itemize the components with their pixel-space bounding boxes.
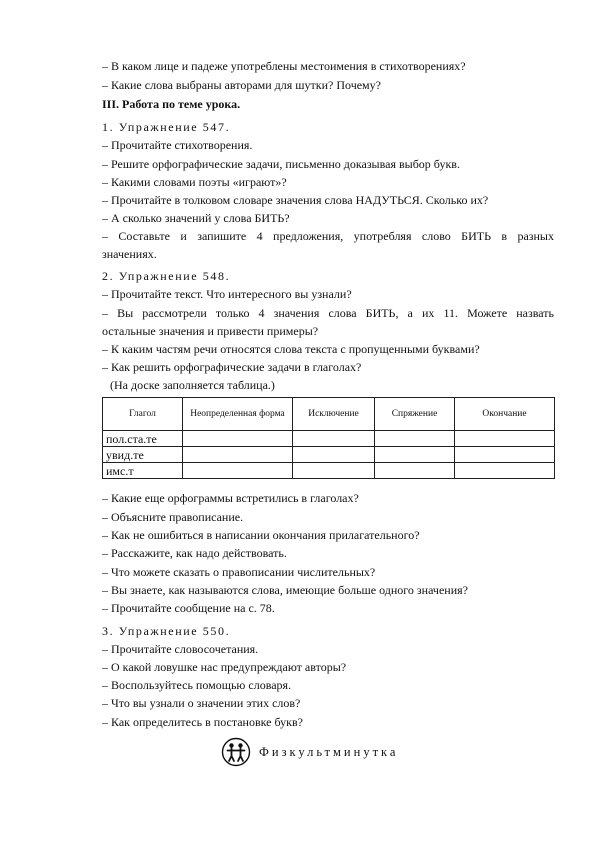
question-line: – Как определитесь в постановке букв? <box>102 715 303 729</box>
verb-cell: имс.т <box>103 463 183 479</box>
column-header: Глагол <box>103 398 183 431</box>
question-line: – Вы рассмотрели только 4 значения слова БИТЬ, а их 11. Можете назвать <box>102 306 554 320</box>
table-header-row <box>103 398 555 431</box>
question-line: – Как решить орфографические задачи в глаголах? <box>102 360 362 374</box>
empty-cell <box>375 447 455 463</box>
question-line: – Вы знаете, как называются слова, имеющие больше одного значения? <box>102 583 468 597</box>
empty-cell <box>293 463 375 479</box>
question-line: – Как не ошибиться в написании окончания прилагательного? <box>102 528 420 542</box>
section-title: III. Работа по теме урока. <box>102 97 241 111</box>
question-line: – Что вы узнали о значении этих слов? <box>102 696 301 710</box>
column-header: Исключение <box>293 398 375 431</box>
question-line: – Прочитайте в толковом словаре значения слова НАДУТЬСЯ. Сколько их? <box>102 193 489 207</box>
question-line: – Прочитайте сообщение на с. 78. <box>102 601 275 615</box>
question-line: – К каким частям речи относятся слова текста с пропущенными буквами? <box>102 342 480 356</box>
question-line-continuation: остальные значения и привести примеры? <box>102 324 319 338</box>
question-line: – Воспользуйтесь помощью словаря. <box>102 678 292 692</box>
question-line: – Составьте и запишите 4 предложения, употребляя слово БИТЬ в разных <box>102 229 554 243</box>
table-row <box>103 447 555 463</box>
column-header: Спряжение <box>375 398 455 431</box>
exercise-550-heading: 3. Упражнение 550. <box>102 624 231 638</box>
verb-cell: увид.те <box>103 447 183 463</box>
question-line: – Объясните правописание. <box>102 510 244 524</box>
table-row <box>103 463 555 479</box>
question-line: – Какие слова выбраны авторами для шутки? Почему? <box>102 78 381 92</box>
column-header: Окончание <box>455 398 555 431</box>
empty-cell <box>293 431 375 447</box>
exercise-547-heading: 1. Упражнение 547. <box>102 120 231 134</box>
empty-cell <box>375 463 455 479</box>
question-line: – Какие еще орфограммы встретились в глаголах? <box>102 491 359 505</box>
empty-cell <box>183 431 293 447</box>
question-line: – А сколько значений у слова БИТЬ? <box>102 211 290 225</box>
question-line: – Прочитайте текст. Что интересного вы узнали? <box>102 287 352 301</box>
two-persons-circle-icon <box>221 737 251 767</box>
column-header: Неопределенная форма <box>183 398 293 431</box>
empty-cell <box>455 447 555 463</box>
table-row <box>103 431 555 447</box>
empty-cell <box>375 431 455 447</box>
question-line: – О какой ловушке нас предупреждают авторы? <box>102 660 347 674</box>
question-line: – Какими словами поэты «играют»? <box>102 175 287 189</box>
empty-cell <box>183 447 293 463</box>
question-line-continuation: значениях. <box>102 247 157 261</box>
question-line: – Что можете сказать о правописании числительных? <box>102 565 376 579</box>
question-line: – Прочитайте словосочетания. <box>102 642 259 656</box>
exercise-548-heading: 2. Упражнение 548. <box>102 269 231 283</box>
board-note: (На доске заполняется таблица.) <box>110 378 275 392</box>
empty-cell <box>183 463 293 479</box>
question-line: – Расскажите, как надо действовать. <box>102 546 287 560</box>
empty-cell <box>455 431 555 447</box>
verb-table <box>102 397 555 479</box>
question-line: – Решите орфографические задачи, письменно доказывая выбор букв. <box>102 157 460 171</box>
verb-cell: пол.ста.те <box>103 431 183 447</box>
empty-cell <box>293 447 375 463</box>
fizminutka-label: Физкультминутка <box>259 744 399 759</box>
question-line: – Прочитайте стихотворения. <box>102 138 253 152</box>
empty-cell <box>455 463 555 479</box>
question-line: – В каком лице и падеже употреблены местоимения в стихотворениях? <box>102 59 466 73</box>
fizminutka-marker <box>221 736 398 768</box>
